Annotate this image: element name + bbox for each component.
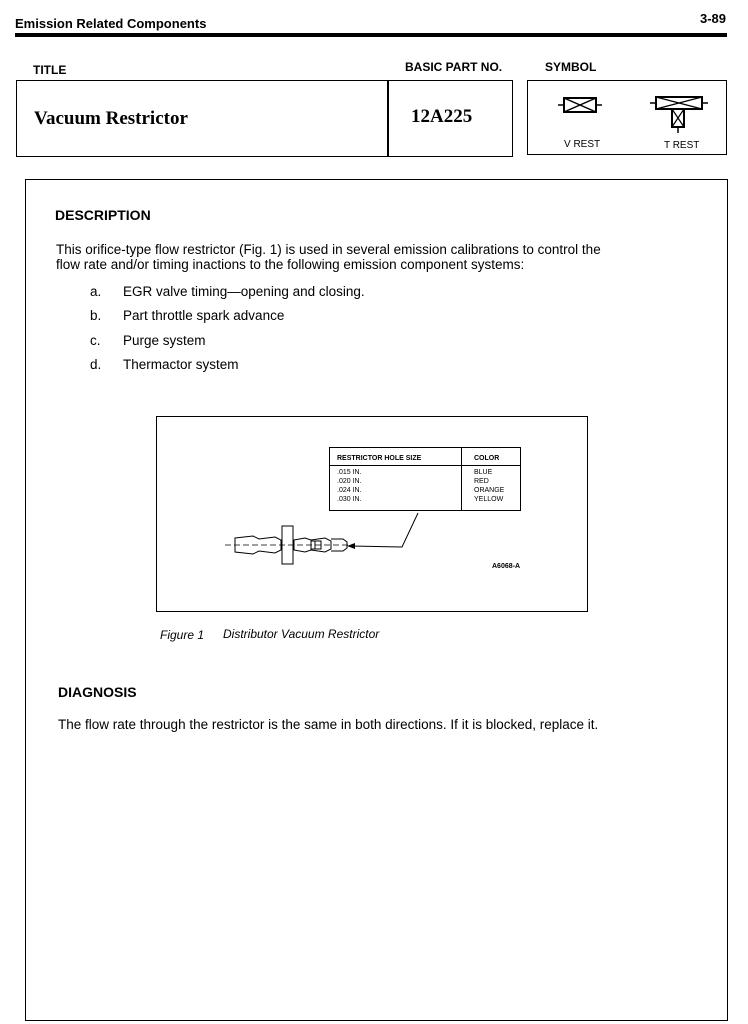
component-name: Vacuum Restrictor [34, 108, 188, 129]
list-item: Part throttle spark advance [123, 308, 285, 323]
table-cell-color: YELLOW [474, 496, 504, 503]
table-cell-size: .015 IN. [337, 469, 362, 476]
t-rest-label: T REST [664, 140, 700, 151]
table-divider [461, 447, 462, 511]
figure-code: A6068-A [492, 563, 521, 570]
list-letter: d. [90, 357, 102, 372]
table-cell-color: BLUE [474, 469, 493, 476]
symbol-column-label: SYMBOL [545, 60, 597, 74]
page-number: 3-89 [699, 11, 726, 26]
list-letter: b. [90, 308, 102, 323]
list-letter: a. [90, 284, 102, 299]
table-cell-size: .020 IN. [337, 478, 362, 485]
diagnosis-heading: DIAGNOSIS [58, 684, 137, 700]
description-line-1: This orifice-type flow restrictor (Fig. 1) is used in several emission calibrations to control the [56, 242, 601, 257]
restrictor-drawing [225, 510, 425, 570]
table-cell-size: .024 IN. [337, 487, 362, 494]
list-item: EGR valve timing—opening and closing. [123, 284, 365, 299]
v-rest-label: V REST [564, 139, 601, 150]
figure-caption-text: Distributor Vacuum Restrictor [223, 627, 380, 641]
list-letter: c. [90, 333, 101, 348]
section-title: Emission Related Components [15, 16, 207, 31]
part-number: 12A225 [411, 106, 473, 127]
v-rest-symbol-icon [558, 96, 602, 114]
description-heading: DESCRIPTION [55, 207, 151, 223]
table-header-color: COLOR [474, 455, 500, 462]
table-cell-color: ORANGE [474, 487, 505, 494]
table-header-size: RESTRICTOR HOLE SIZE [337, 455, 422, 462]
diagnosis-text: The flow rate through the restrictor is the same in both directions. If it is blocked, replace it. [58, 717, 599, 732]
figure-caption-number: Figure 1 [160, 628, 205, 642]
header-rule [15, 33, 727, 37]
part-no-column-label: BASIC PART NO. [405, 60, 503, 74]
list-item: Thermactor system [123, 357, 239, 372]
title-column-label: TITLE [33, 63, 67, 77]
table-cell-color: RED [474, 478, 489, 485]
t-rest-symbol-icon [650, 95, 708, 133]
table-cell-size: .030 IN. [337, 496, 362, 503]
list-item: Purge system [123, 333, 206, 348]
title-divider [387, 80, 389, 157]
description-line-2: flow rate and/or timing inactions to the following emission component systems: [56, 257, 525, 272]
table-header-rule [329, 465, 521, 466]
